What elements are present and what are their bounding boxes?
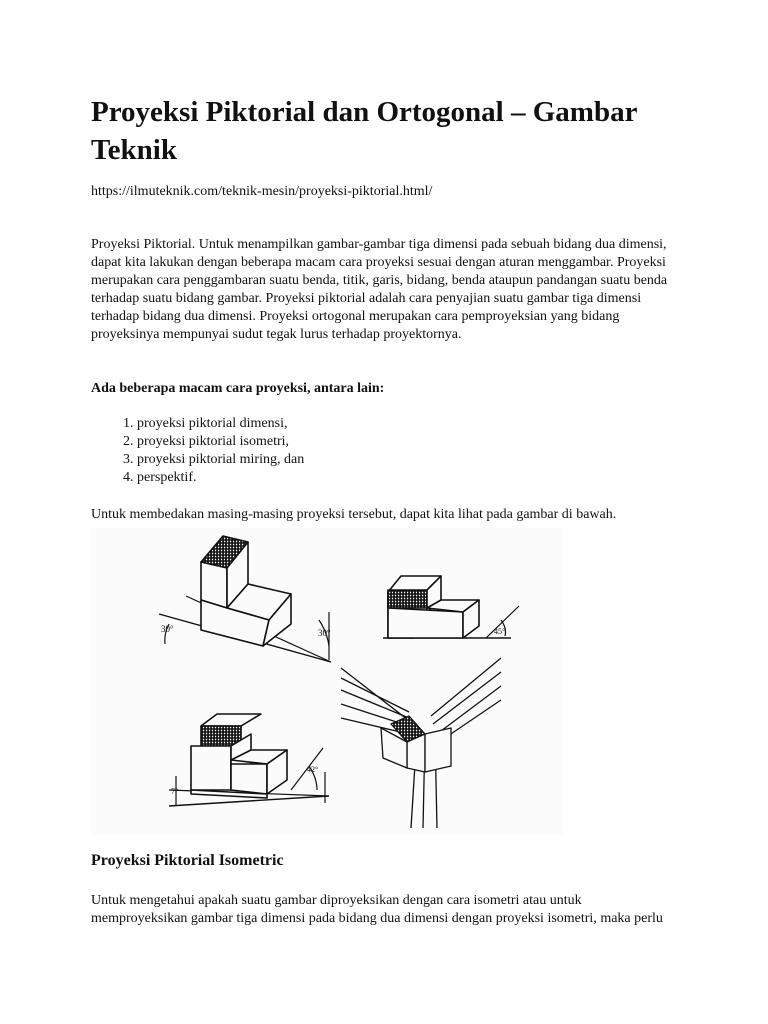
isometric-block-drawing (383, 576, 519, 638)
list-item: 1. proyeksi piktorial dimensi, (137, 415, 304, 433)
page-title: Proyeksi Piktorial dan Ortogonal – Gambar Teknik (91, 96, 637, 166)
angle-label: 45° (494, 627, 506, 636)
projection-figure (91, 528, 563, 835)
projection-illustration (91, 528, 563, 835)
intro-paragraph: Proyeksi Piktorial. Untuk menampilkan gambar-gambar tiga dimensi pada sebuah bidang dua dimensi, dapat kita lakukan dengan beberapa macam cara proyeksi sesuai dengan aturan menggambar. Proyeksi merupakan cara penggambaran suatu benda, titik, garis, bidang, benda ataupun pandangan suatu benda terhadap suatu bidang gambar. Proyeksi piktorial adalah cara penyajian suatu gambar tiga dimensi terhadap bidang dua dimensi. Proyeksi ortogonal merupakan cara pemproyeksian yang bidang proyeksinya mempunyai sudut tegak lurus terhadap proyektornya. (91, 237, 668, 342)
source-url: https://ilmuteknik.com/teknik-mesin/proyeksi-piktorial.html/ (91, 184, 433, 199)
angle-label: 30° (161, 624, 174, 634)
perspective-block-drawing (341, 658, 501, 828)
section-heading: Proyeksi Piktorial Isometric (91, 852, 284, 869)
angle-label: 30° (318, 628, 331, 638)
angle-label: 7° (171, 787, 179, 796)
angle-label: 42° (307, 765, 319, 774)
projection-type-list (91, 415, 304, 487)
list-item: 2. proyeksi piktorial isometri, (137, 433, 304, 451)
section-paragraph: Untuk mengetahui apakah suatu gambar diproyeksikan dengan cara isometri atau untuk memproyeksikan gambar tiga dimensi pada bidang dua dimensi dengan proyeksi isometri, maka perlu (91, 893, 663, 926)
list-item: 4. perspektif. (137, 469, 304, 487)
list-heading: Ada beberapa macam cara proyeksi, antara lain: (91, 381, 385, 396)
list-item: 3. proyeksi piktorial miring, dan (137, 451, 304, 469)
dimetric-block-drawing (159, 536, 331, 662)
oblique-block-drawing (169, 714, 329, 806)
figure-intro: Untuk membedakan masing-masing proyeksi tersebut, dapat kita lihat pada gambar di bawah. (91, 507, 617, 522)
